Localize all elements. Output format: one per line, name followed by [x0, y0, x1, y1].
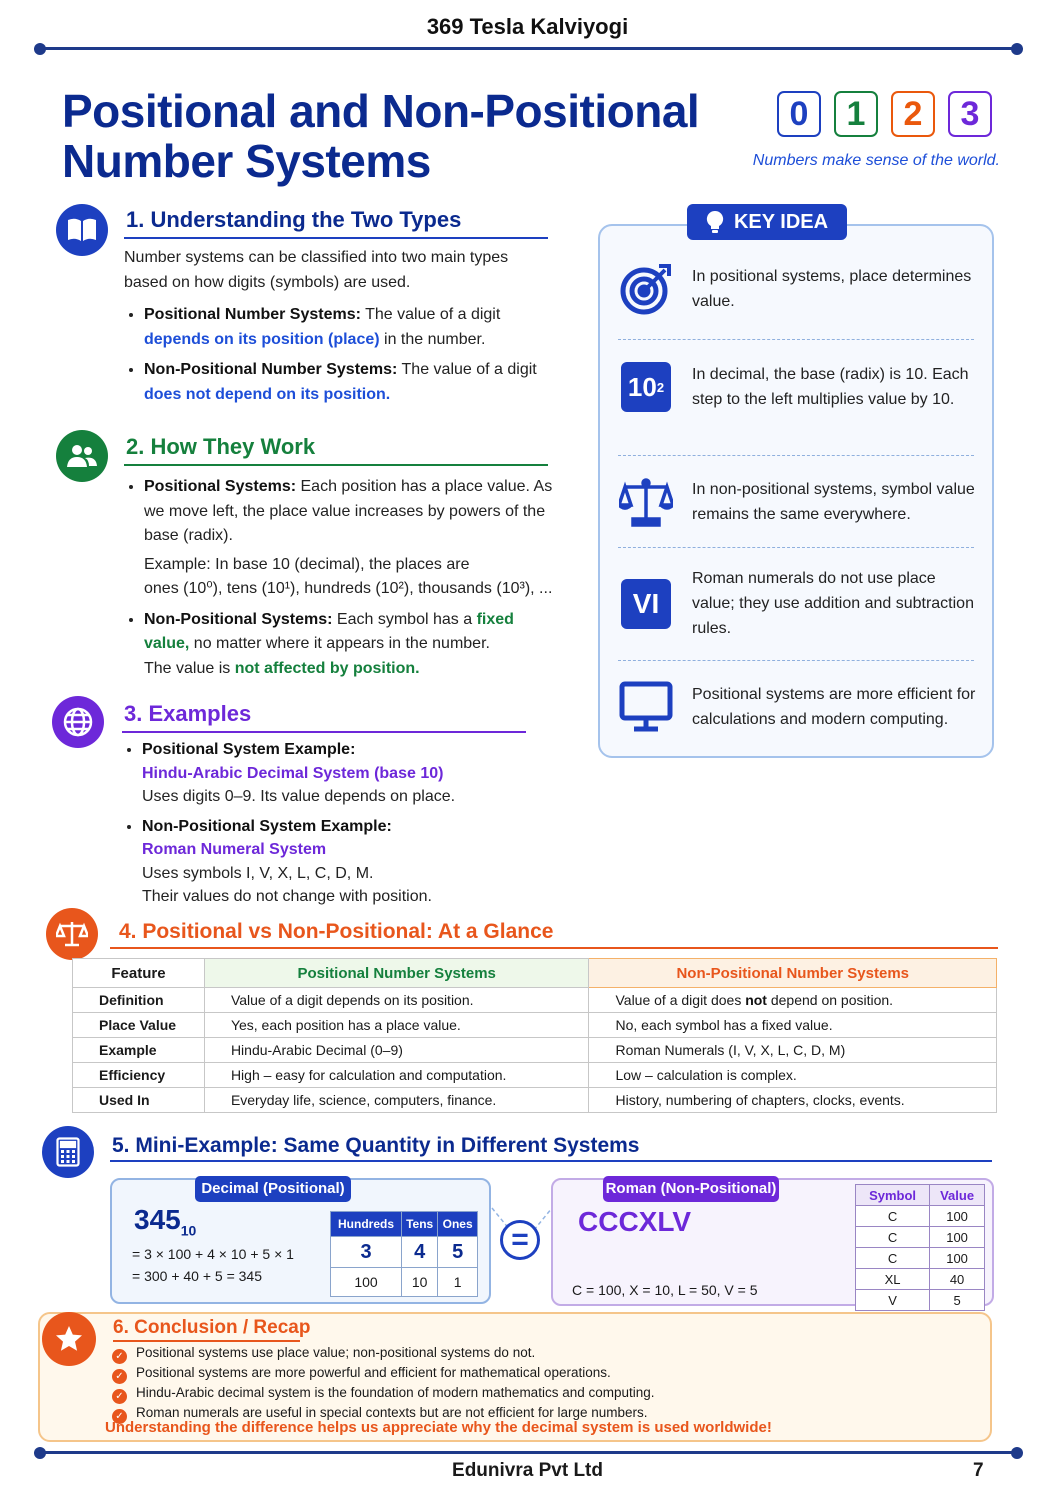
target-icon	[618, 262, 674, 316]
key-idea-item: VI Roman numerals do not use place value; they use addition and subtraction rules.	[618, 566, 980, 641]
key-idea-tag: KEY IDEA	[687, 204, 847, 240]
table-row: C 100	[856, 1248, 985, 1269]
divider	[618, 660, 974, 661]
place-value-table: Hundreds Tens Ones 3 4 5 100 10 1	[330, 1211, 478, 1297]
lightbulb-icon	[706, 210, 724, 234]
key-idea-item: In non-positional systems, symbol value remains the same everywhere.	[618, 477, 980, 527]
users-icon	[56, 430, 108, 482]
digit-badge-3: 3	[948, 91, 992, 137]
equals-sign: =	[500, 1220, 540, 1260]
roman-expansion: C = 100, X = 10, L = 50, V = 5	[572, 1282, 758, 1298]
section-6-heading: 6. Conclusion / Recap	[113, 1317, 311, 1338]
roman-label: Roman (Non-Positional)	[603, 1176, 779, 1202]
roman-numeral-icon: VI	[621, 579, 671, 629]
key-idea-item: 10 2 In decimal, the base (radix) is 10. Each step to the left multiplies value by 10.	[618, 362, 980, 412]
section-2-body	[124, 475, 554, 687]
list-item: ✓ Roman numerals are useful in special contexts but are not efficient for large numbers.	[112, 1404, 655, 1424]
tagline: Numbers make sense of the world.	[752, 152, 1000, 169]
page-title: Positional and Non-Positional Number Systems	[62, 85, 700, 187]
check-icon: ✓	[112, 1369, 127, 1384]
section-2-heading: 2. How They Work	[126, 434, 316, 459]
star-icon	[42, 1312, 96, 1366]
divider	[618, 547, 974, 548]
section-6-rule	[113, 1340, 300, 1342]
footer-rule-dot-right	[1011, 1447, 1023, 1459]
section-1-body: Number systems can be classified into two main types based on how digits (symbols) are used. • Positional Number Systems: The value of a digit depends on its position (place) in the number. • Non-Positional Number Systems: The value of a digit does not depend on its position.	[124, 246, 554, 413]
globe-icon	[52, 696, 104, 748]
section-1-bullet: • Positional Number Systems: The value of a digit depends on its position (place) in the number.	[144, 303, 554, 352]
header-rule	[40, 47, 1018, 50]
list-item: ✓ Positional systems use place value; non-positional systems do not.	[112, 1344, 655, 1364]
section-4-heading: 4. Positional vs Non-Positional: At a Glance	[119, 920, 554, 943]
table-row: C 100	[856, 1227, 985, 1248]
key-idea-item: In positional systems, place determines value.	[618, 262, 980, 316]
decimal-expansion: = 3 × 100 + 4 × 10 + 5 × 1 = 300 + 40 + 5 = 345	[132, 1246, 294, 1284]
table-row: V 5	[856, 1290, 985, 1311]
table-row: Used In Everyday life, science, computers, finance. History, numbering of chapters, clocks, events.	[73, 1088, 997, 1113]
calculator-icon	[42, 1126, 94, 1178]
header-title: 369 Tesla Kalviyogi	[426, 14, 629, 39]
comparison-table	[72, 958, 997, 1113]
section-2-bullet: • Positional Systems: Each position has a place value. As we move left, the place value increases by powers of the base (radix). Example: In base 10 (decimal), the places are ones (10⁰), tens (10¹), hundreds (10²), thousands (10³), ...	[144, 475, 554, 602]
balance-scale-icon	[618, 477, 674, 527]
page-number: 7	[973, 1460, 984, 1481]
section-1-bullet: • Non-Positional Number Systems: The value of a digit does not depend on its position.	[144, 358, 554, 407]
section-1-rule	[124, 237, 548, 239]
section-2-bullet: • Non-Positional Systems: Each symbol has a fixed value, no matter where it appears in the number. The value is not affected by position.	[144, 608, 554, 682]
monitor-icon	[618, 681, 674, 733]
table-row: Efficiency High – easy for calculation and computation. Low – calculation is complex.	[73, 1063, 997, 1088]
decimal-number: $345_{10}$	[134, 1204, 197, 1239]
table-header-row	[73, 959, 997, 988]
decimal-label: Decimal (Positional)	[195, 1176, 351, 1202]
section-5-rule	[110, 1160, 992, 1162]
list-item: ✓ Positional systems are more powerful and efficient for mathematical operations.	[112, 1364, 655, 1384]
header-rule-dot-right	[1011, 43, 1023, 55]
divider	[618, 455, 974, 456]
symbol-value-table: Symbol Value C 100 C 100 C 100 XL 40 V 5	[855, 1184, 985, 1311]
column-header: Feature	[73, 959, 205, 988]
roman-number: CCCXLV	[578, 1206, 692, 1237]
check-icon: ✓	[112, 1409, 127, 1424]
table-row: Definition Value of a digit depends on its position. Value of a digit does not depend on position.	[73, 988, 997, 1013]
conclusion-final: Understanding the difference helps us appreciate why the decimal system is used worldwide!	[105, 1419, 772, 1436]
section-3-body	[122, 738, 552, 915]
key-idea-item: Positional systems are more efficient for calculations and modern computing.	[618, 681, 980, 733]
check-icon: ✓	[112, 1389, 127, 1404]
digit-badge-2: 2	[891, 91, 935, 137]
section-2-rule	[124, 464, 548, 466]
footer-rule	[40, 1451, 1018, 1454]
section-3-heading: 3. Examples	[124, 701, 252, 726]
section-4-rule	[110, 947, 998, 949]
check-icon: ✓	[112, 1349, 127, 1364]
section-3-bullet: • Positional System Example: Hindu-Arabic Decimal System (base 10) Uses digits 0–9. Its value depends on place.	[142, 738, 552, 809]
section-3-bullet: • Non-Positional System Example: Roman Numeral System Uses symbols I, V, X, L, C, D, M. Their values do not change with position.	[142, 815, 552, 909]
table-row: Place Value Yes, each position has a place value. No, each symbol has a fixed value.	[73, 1013, 997, 1038]
divider	[618, 339, 974, 340]
digit-badge-1: 1	[834, 91, 878, 137]
digit-badge-0: 0	[777, 91, 821, 137]
section-1-heading: 1. Understanding the Two Types	[126, 207, 462, 232]
section-5-heading: 5. Mini-Example: Same Quantity in Different Systems	[112, 1134, 640, 1157]
table-row: XL 40	[856, 1269, 985, 1290]
footer-company: Edunivra Pvt Ltd	[452, 1460, 603, 1481]
book-icon	[56, 204, 108, 256]
list-item: ✓ Hindu-Arabic decimal system is the foundation of modern mathematics and computing.	[112, 1384, 655, 1404]
balance-scale-icon	[46, 908, 98, 960]
section-3-rule	[122, 731, 526, 733]
column-header: Positional Number Systems	[204, 959, 589, 988]
power-of-ten-icon: 10 2	[621, 362, 671, 412]
conclusion-list	[112, 1344, 655, 1424]
table-row: C 100	[856, 1206, 985, 1227]
table-row: Example Hindu-Arabic Decimal (0–9) Roman Numerals (I, V, X, L, C, D, M)	[73, 1038, 997, 1063]
column-header: Non-Positional Number Systems	[589, 959, 997, 988]
